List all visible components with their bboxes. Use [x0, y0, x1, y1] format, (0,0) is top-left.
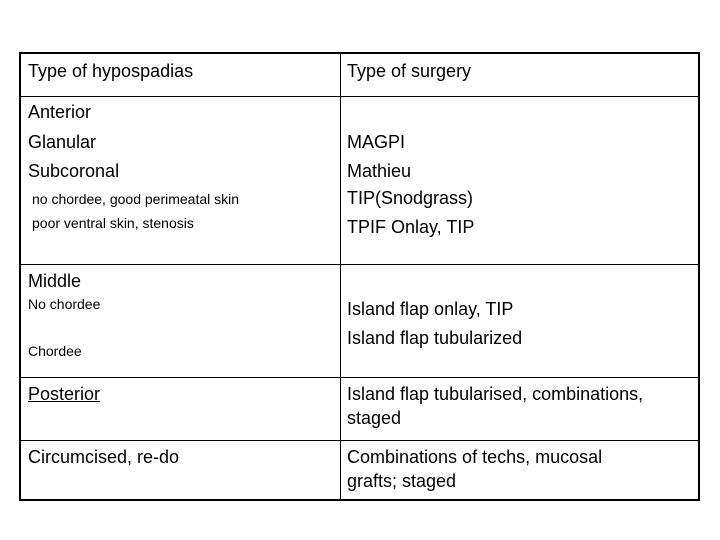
middle-title: Middle	[28, 271, 82, 291]
middle-surgery-1: Island flap onlay, TIP	[347, 299, 514, 319]
row-divider-posterior	[21, 440, 698, 441]
anterior-surgery-3: TIP(Snodgrass)	[347, 188, 474, 208]
anterior-surgery-2: Mathieu	[347, 161, 412, 181]
anterior-surgery-1: MAGPI	[347, 132, 406, 152]
posterior-title: Posterior	[28, 384, 101, 404]
row-divider-anterior	[21, 264, 698, 265]
column-divider	[340, 54, 341, 499]
header-hypospadias-type: Type of hypospadias	[28, 61, 194, 81]
circumcised-title: Circumcised, re-do	[28, 447, 180, 467]
circumcised-surgery-2: grafts; staged	[347, 471, 457, 491]
anterior-surgery-4: TPIF Onlay, TIP	[347, 217, 475, 237]
anterior-note-1: no chordee, good perimeatal skin	[32, 191, 240, 207]
anterior-type-glanular: Glanular	[28, 132, 97, 152]
middle-note-no-chordee: No chordee	[28, 296, 101, 312]
hypospadias-table	[19, 52, 700, 501]
circumcised-surgery-1: Combinations of techs, mucosal	[347, 447, 603, 467]
row-divider-middle	[21, 377, 698, 378]
row-divider-header	[21, 96, 698, 97]
middle-note-chordee: Chordee	[28, 343, 82, 359]
header-surgery-type: Type of surgery	[347, 61, 472, 81]
anterior-type-subcoronal: Subcoronal	[28, 161, 120, 181]
anterior-note-2: poor ventral skin, stenosis	[32, 215, 194, 231]
anterior-title: Anterior	[28, 102, 92, 122]
posterior-surgery-2: staged	[347, 408, 402, 428]
posterior-surgery-1: Island flap tubularised, combinations,	[347, 384, 644, 404]
middle-surgery-2: Island flap tubularized	[347, 328, 523, 348]
